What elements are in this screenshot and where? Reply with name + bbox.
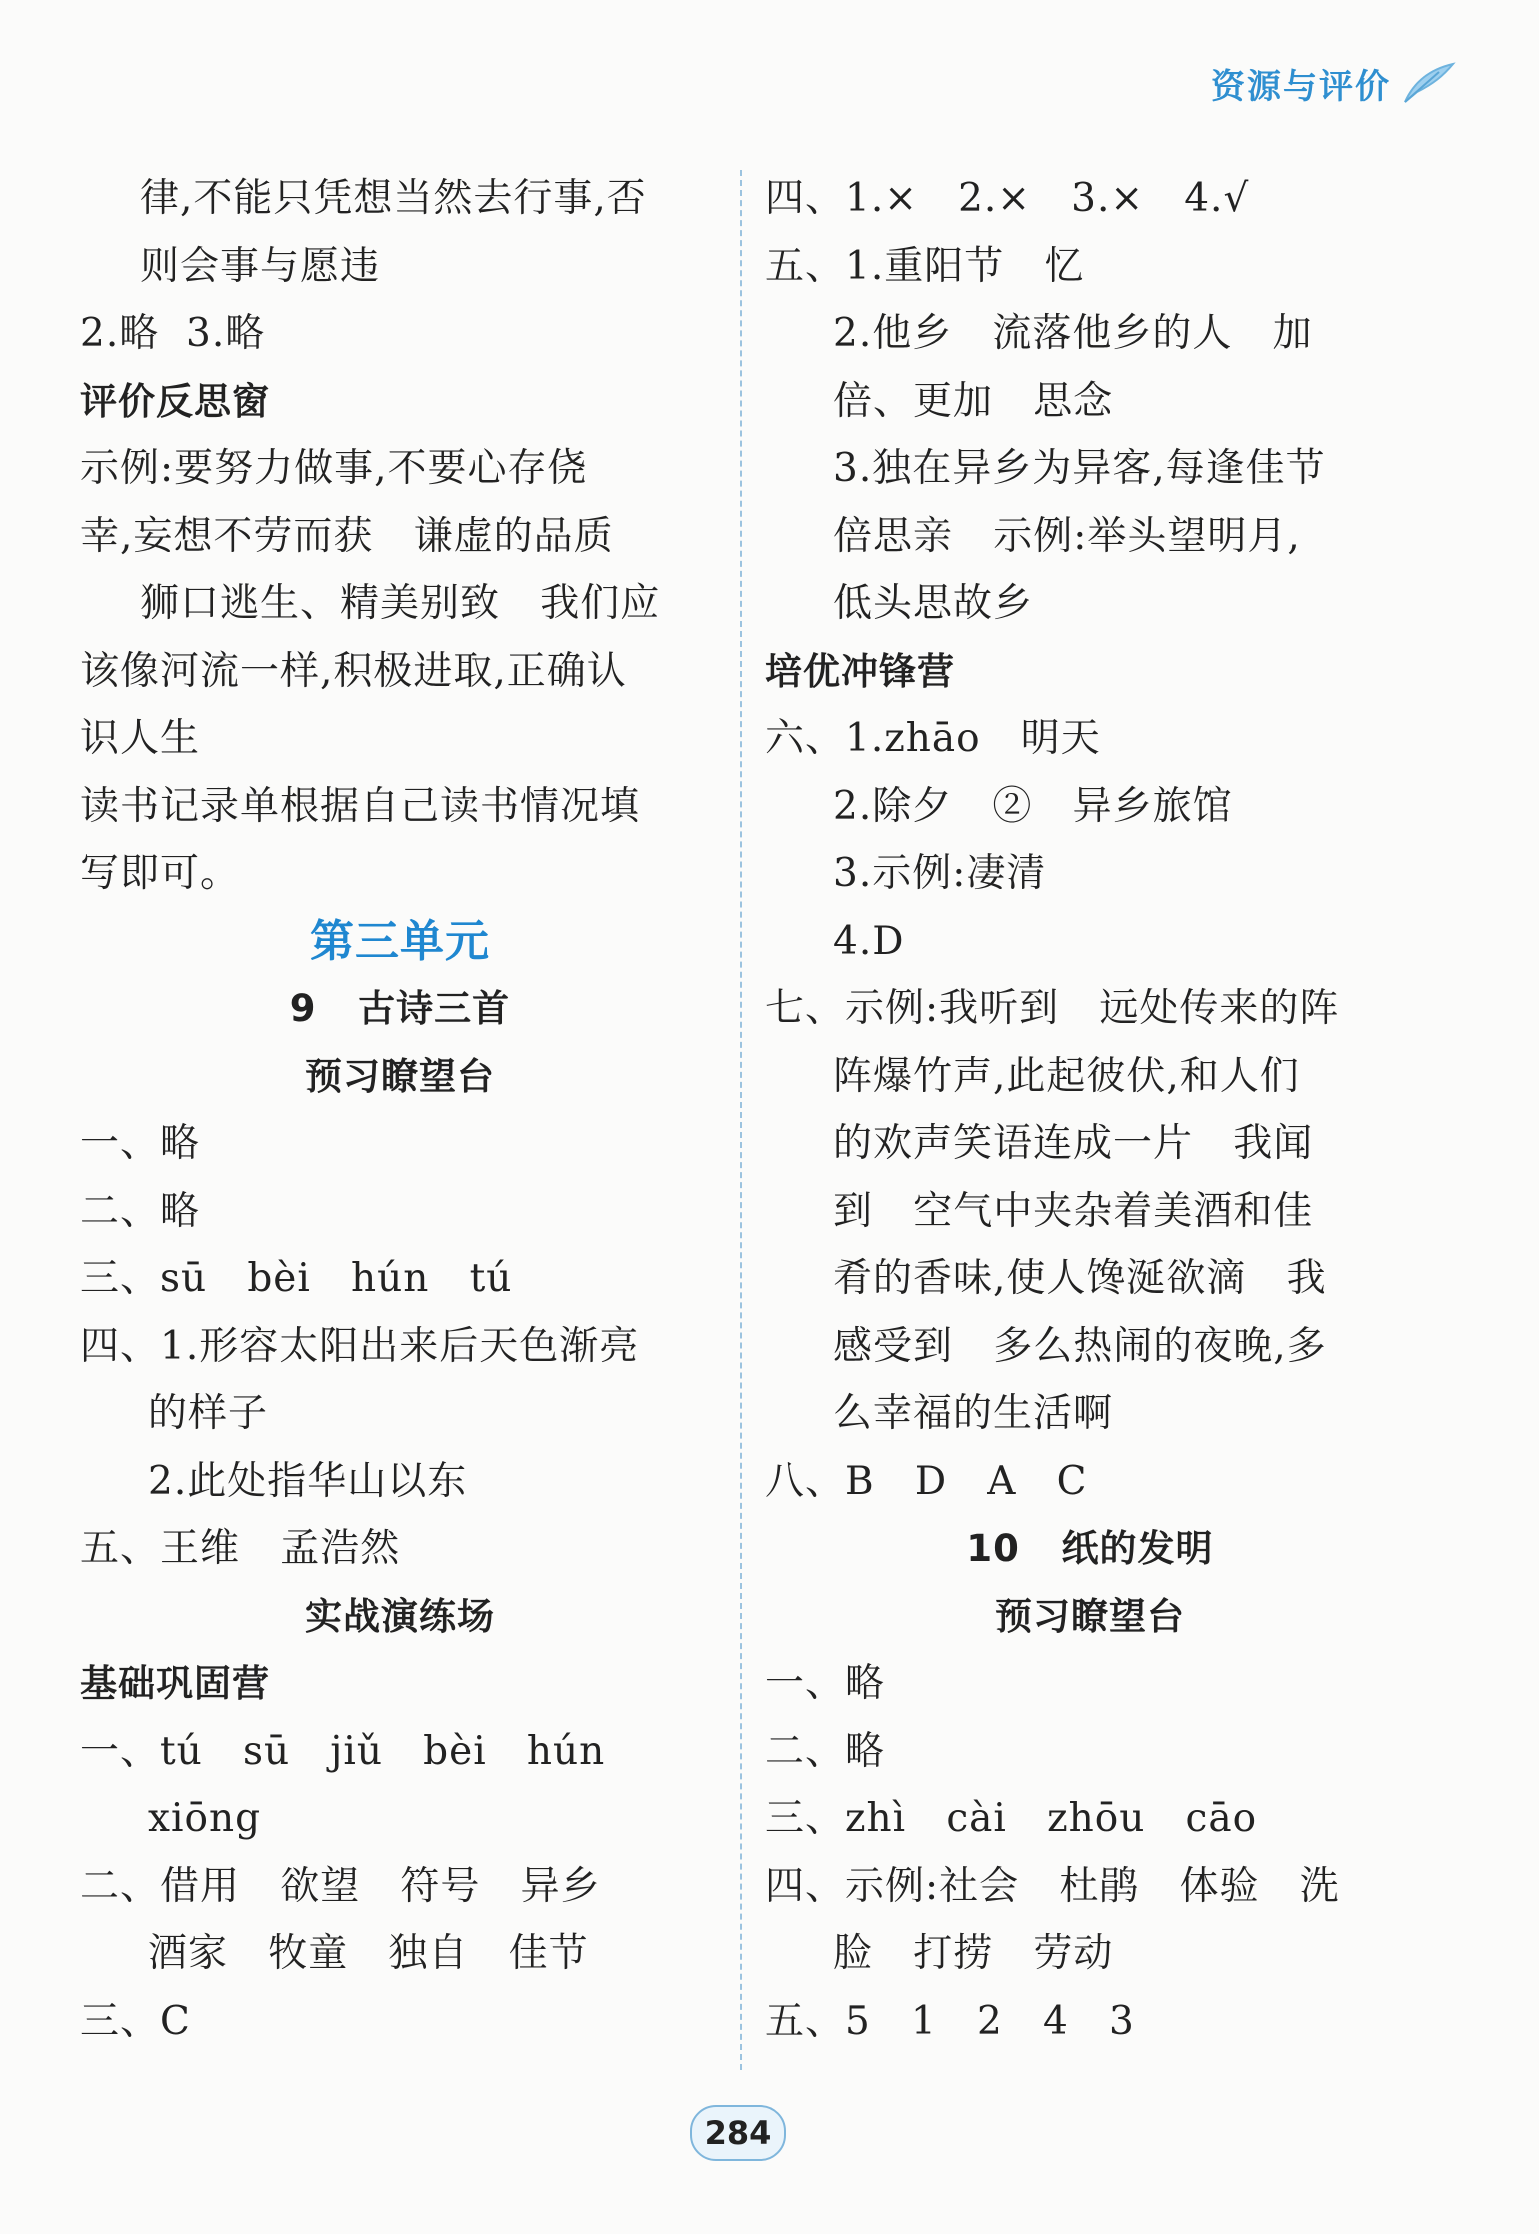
answer-line: 3.示例:凄清 [833,851,1047,896]
answer-line: 四、示例:社会 杜鹃 体验 洗 [765,1863,1340,1909]
section-heading: 预习瞭望台 [995,1594,1185,1638]
answer-line: 2.除夕 ② 异乡旅馆 [833,783,1233,829]
answer-line: 二、略 [765,1728,886,1774]
answer-line: 该像河流一样,积极进取,正确认 [80,648,627,694]
header-title: 资源与评价 [1211,66,1391,107]
unit-title: 第三单元 [310,915,490,967]
answer-line: 写即可。 [80,851,241,896]
answer-line: 二、借用 欲望 符号 异乡 [80,1863,601,1909]
section-heading: 基础巩固营 [80,1662,270,1705]
answer-line: 五、王维 孟浩然 [80,1526,401,1571]
answer-line: 2.此处指华山以东 [148,1458,468,1504]
answer-line: 七、示例:我听到 远处传来的阵 [765,986,1340,1031]
left-column [80,165,720,2055]
answer-line: 3.独在异乡为异客,每逢佳节 [833,446,1326,491]
answer-line: 五、1.重阳节 忆 [765,243,1085,289]
answer-line: 二、略 [80,1188,201,1234]
answer-line: 2.略 3.略 [80,311,266,356]
section-heading: 评价反思窗 [80,379,270,423]
answer-line: 肴的香味,使人馋涎欲滴 我 [833,1256,1327,1301]
section-heading: 9 古诗三首 [289,987,511,1030]
answer-line: 识人生 [80,716,201,761]
answer-line: 幸,妄想不劳而获 谦虚的品质 [80,513,614,559]
answer-line: 的样子 [148,1391,269,1436]
page-number: 284 [690,2105,786,2161]
answer-line: 阵爆竹声,此起彼伏,和人们 [833,1053,1300,1099]
answer-line: 三、C [80,1998,191,2044]
right-column [765,165,1415,2055]
answer-line: 六、1.zhāo 明天 [765,716,1101,761]
answer-line: 倍、更加 思念 [833,378,1114,424]
answer-line: 四、1.× 2.× 3.× 4.√ [765,176,1250,221]
answer-line: 一、略 [765,1661,886,1706]
answer-line: 一、略 [80,1121,201,1166]
answer-line: 2.他乡 流落他乡的人 加 [833,311,1313,356]
answer-line: 的欢声笑语连成一片 我闻 [833,1121,1314,1166]
answer-line: 律,不能只凭想当然去行事,否 [140,176,647,221]
answer-line: 感受到 多么热闹的夜晚,多 [833,1323,1327,1369]
answer-line: 到 空气中夹杂着美酒和佳 [833,1188,1314,1234]
answer-line: 脸 打捞 劳动 [833,1931,1114,1976]
feather-icon [1399,58,1459,108]
column-divider [740,170,742,2070]
answer-line: 则会事与愿违 [140,243,381,289]
answer-line: 低头思故乡 [833,581,1034,626]
answer-line: 一、tú sū jiǔ bèi hún [80,1728,606,1774]
section-heading: 预习瞭望台 [305,1054,495,1098]
answer-line: 示例:要努力做事,不要心存侥 [80,446,588,491]
answer-line: 4.D [833,918,905,964]
page-header [1211,58,1459,108]
answer-line: xiōng [148,1796,262,1841]
answer-line: 三、sū bèi hún tú [80,1256,513,1301]
answer-line: 五、5 1 2 4 3 [765,1998,1135,2044]
answer-line: 倍思亲 示例:举头望明月, [833,513,1301,559]
answer-line: 三、zhì cài zhōu cāo [765,1796,1258,1841]
answer-line: 读书记录单根据自己读书情况填 [80,783,641,829]
answer-line: 八、B D A C [765,1458,1088,1504]
section-heading: 培优冲锋营 [765,649,955,693]
answer-line: 酒家 牧童 独自 佳节 [148,1931,589,1976]
section-heading: 实战演练场 [305,1594,495,1638]
answer-line: 狮口逃生、精美别致 我们应 [140,581,661,626]
section-heading: 10 纸的发明 [966,1527,1214,1570]
answer-line: 么幸福的生活啊 [833,1391,1114,1436]
answer-line: 四、1.形容太阳出来后天色渐亮 [80,1323,640,1369]
